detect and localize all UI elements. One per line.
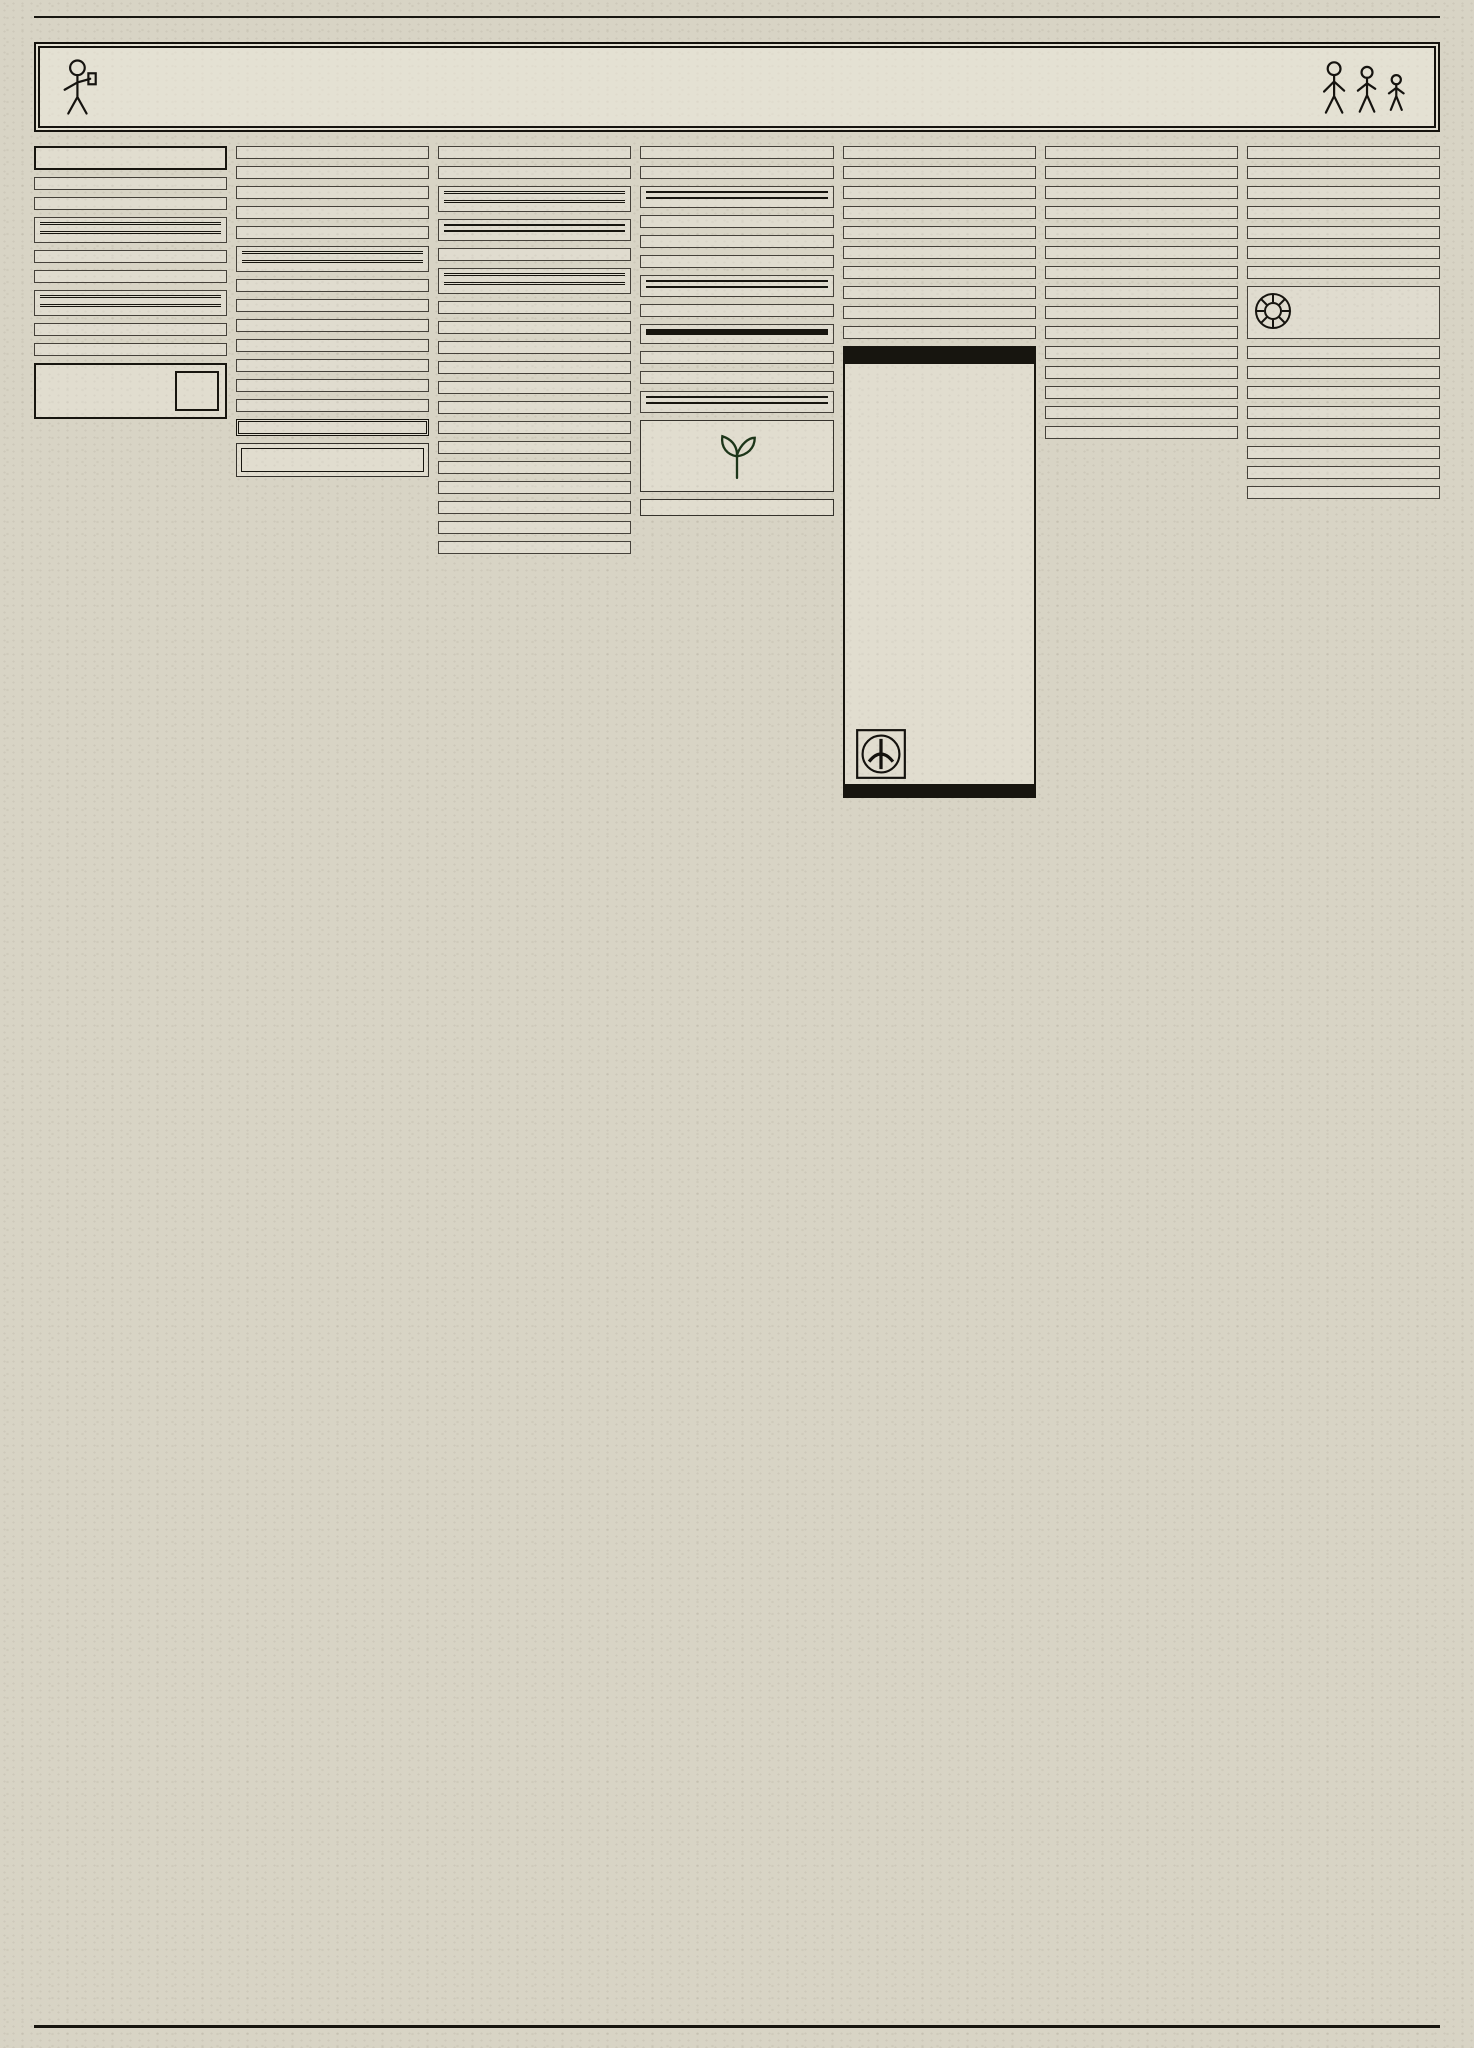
ad-big-text bbox=[444, 273, 625, 285]
pars-oil-ad bbox=[1247, 266, 1440, 279]
classified-ad bbox=[1247, 226, 1440, 239]
classified-ad bbox=[34, 197, 227, 210]
classified-ad bbox=[640, 351, 833, 364]
footer-strip bbox=[34, 2025, 1440, 2036]
company-emblem-icon bbox=[1253, 291, 1293, 331]
column-5 bbox=[438, 146, 631, 1976]
classified-ad bbox=[236, 206, 429, 219]
classified-ad bbox=[640, 304, 833, 317]
classified-ad bbox=[1045, 206, 1238, 219]
classified-ad bbox=[843, 306, 1036, 319]
column-1 bbox=[1247, 146, 1440, 1976]
ad-big-text bbox=[242, 251, 423, 263]
classified-ad bbox=[438, 541, 631, 554]
classified-ad bbox=[843, 226, 1036, 239]
classified-ad bbox=[438, 301, 631, 314]
ad-big-text bbox=[40, 295, 221, 307]
classified-ad bbox=[1247, 206, 1440, 219]
classified-ad bbox=[438, 248, 631, 261]
classified-ad bbox=[236, 226, 429, 239]
caller-illustration-left bbox=[50, 55, 105, 119]
classified-ad bbox=[1247, 446, 1440, 459]
classifieds-banner bbox=[34, 42, 1440, 132]
classified-ad bbox=[236, 146, 429, 159]
column-4 bbox=[640, 146, 833, 1976]
classified-ad bbox=[236, 359, 429, 372]
classified-ad bbox=[843, 206, 1036, 219]
classified-ad bbox=[236, 339, 429, 352]
wellcome-ad-frame bbox=[241, 448, 424, 472]
classified-ad bbox=[640, 324, 833, 344]
classified-ad bbox=[438, 421, 631, 434]
column-6 bbox=[236, 146, 429, 1976]
hoechst-lead bbox=[845, 364, 1034, 374]
classified-ad bbox=[438, 341, 631, 354]
section-header-ad bbox=[640, 391, 833, 413]
classified-ad bbox=[438, 521, 631, 534]
classified-ad bbox=[236, 279, 429, 292]
classified-ad bbox=[34, 270, 227, 283]
classified-ad bbox=[1045, 166, 1238, 179]
classified-ad bbox=[640, 255, 833, 268]
ad-title bbox=[444, 224, 625, 232]
classified-ad bbox=[1247, 426, 1440, 439]
classified-ad bbox=[640, 215, 833, 228]
classified-ad bbox=[1247, 286, 1440, 339]
classified-ad bbox=[640, 371, 833, 384]
classified-ad bbox=[1045, 386, 1238, 399]
classified-ad bbox=[1247, 486, 1440, 499]
classified-ad bbox=[34, 177, 227, 190]
classified-ad bbox=[1045, 346, 1238, 359]
classified-ad bbox=[1247, 186, 1440, 199]
ofogh-f-text bbox=[42, 391, 169, 392]
classified-ad bbox=[236, 299, 429, 312]
tree-icon bbox=[710, 427, 764, 481]
classified-ad bbox=[1045, 406, 1238, 419]
classified-ad bbox=[438, 401, 631, 414]
classified-ad bbox=[438, 321, 631, 334]
hoechst-body bbox=[845, 374, 1034, 728]
classified-ad bbox=[1247, 246, 1440, 259]
classified-ad bbox=[34, 323, 227, 336]
classified-ad bbox=[438, 441, 631, 454]
mazda-ad bbox=[1045, 266, 1238, 279]
classified-ad bbox=[438, 146, 631, 159]
classified-ad bbox=[640, 166, 833, 179]
classified-ad bbox=[438, 381, 631, 394]
classified-ad bbox=[438, 361, 631, 374]
classified-ad bbox=[1247, 146, 1440, 159]
section-header-ad bbox=[438, 186, 631, 212]
ad-header-bar bbox=[646, 329, 827, 335]
classified-ad bbox=[1045, 246, 1238, 259]
classified-ad bbox=[236, 319, 429, 332]
hoechst-tower-bridge-logo-icon bbox=[855, 728, 907, 780]
golshahr-villas-ad bbox=[34, 146, 227, 170]
section-header-ad bbox=[438, 219, 631, 241]
classified-ad bbox=[236, 419, 429, 436]
classified-ad bbox=[640, 146, 833, 159]
ad-title bbox=[646, 396, 827, 404]
section-header-ad bbox=[236, 246, 429, 272]
iran-hoechst-ad bbox=[843, 346, 1036, 798]
classified-ad bbox=[1045, 306, 1238, 319]
classified-ad bbox=[1247, 466, 1440, 479]
classified-ad bbox=[843, 146, 1036, 159]
ad-title bbox=[646, 280, 827, 288]
wellcome-ad bbox=[236, 443, 429, 477]
section-header-ad bbox=[34, 217, 227, 243]
mazda-ad bbox=[1045, 226, 1238, 239]
classified-ad bbox=[438, 481, 631, 494]
classified-ad bbox=[1045, 286, 1238, 299]
column-7 bbox=[34, 146, 227, 1976]
ad-big-text bbox=[40, 222, 221, 234]
classified-ad bbox=[640, 235, 833, 248]
wool-company-ad bbox=[640, 499, 833, 516]
ad-title bbox=[646, 191, 827, 199]
classified-ad bbox=[438, 501, 631, 514]
classified-ad bbox=[843, 266, 1036, 279]
classified-ad bbox=[1045, 366, 1238, 379]
classified-ad bbox=[1247, 366, 1440, 379]
classified-ad bbox=[843, 166, 1036, 179]
classified-ad bbox=[1247, 386, 1440, 399]
classified-ad bbox=[236, 166, 429, 179]
classified-ad bbox=[438, 461, 631, 474]
classified-ad bbox=[843, 186, 1036, 199]
classified-ad bbox=[236, 379, 429, 392]
classified-ad bbox=[438, 166, 631, 179]
classified-ad bbox=[1045, 426, 1238, 439]
botanical-garden-ad bbox=[640, 420, 833, 492]
classified-ad bbox=[843, 246, 1036, 259]
classified-ad bbox=[843, 326, 1036, 339]
ad-big-text bbox=[444, 191, 625, 203]
classified-ad bbox=[34, 250, 227, 263]
classified-ad bbox=[34, 343, 227, 356]
classified-ad bbox=[1247, 406, 1440, 419]
classifieds-columns bbox=[34, 146, 1440, 1976]
classified-ad bbox=[236, 399, 429, 412]
hoechst-slogan bbox=[845, 784, 1034, 796]
hoechst-title bbox=[845, 348, 1034, 364]
classified-ad bbox=[1045, 326, 1238, 339]
ofogh-f-alarm-ad bbox=[34, 363, 227, 419]
classified-ad bbox=[236, 186, 429, 199]
classified-ad bbox=[1045, 146, 1238, 159]
family-illustration-right bbox=[1314, 55, 1424, 119]
section-header-ad bbox=[34, 290, 227, 316]
section-header-ad bbox=[640, 186, 833, 208]
classified-ad bbox=[1247, 166, 1440, 179]
hoechst-logo-row bbox=[845, 728, 1034, 784]
section-header-ad bbox=[640, 275, 833, 297]
ofogh-f-logo-icon bbox=[175, 371, 219, 411]
classified-ad bbox=[843, 286, 1036, 299]
column-3 bbox=[843, 146, 1036, 1976]
page-header bbox=[34, 12, 1440, 18]
classified-ad bbox=[1045, 186, 1238, 199]
classified-ad bbox=[1247, 346, 1440, 359]
column-2 bbox=[1045, 146, 1238, 1976]
section-header-ad bbox=[438, 268, 631, 294]
